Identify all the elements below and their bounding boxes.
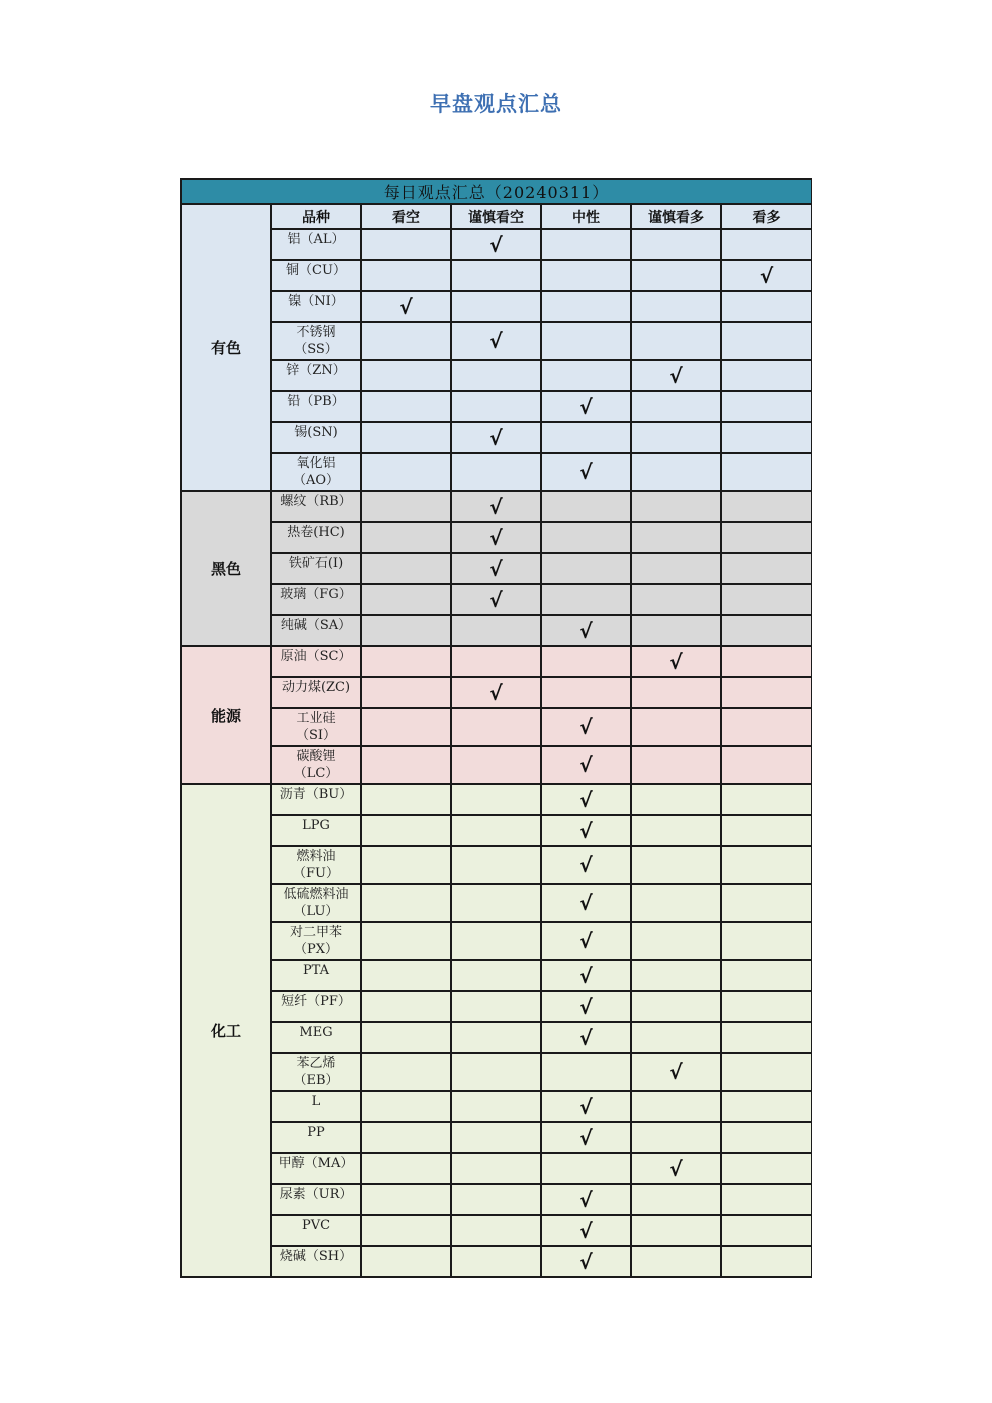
bullish-cell (721, 746, 812, 784)
category-cell: 能源 (181, 646, 271, 784)
table-row (181, 708, 812, 746)
bullish-cell (721, 646, 812, 677)
checkmark-icon: √ (579, 753, 593, 777)
bullish-cell (721, 1153, 812, 1184)
table-row (181, 491, 812, 522)
product-name-cell: 铝（AL） (271, 229, 361, 260)
cautious-bullish-cell (631, 746, 721, 784)
cautious-bullish-cell (631, 1022, 721, 1053)
neutral-cell (541, 584, 631, 615)
table-row (181, 584, 812, 615)
neutral-cell (541, 1022, 631, 1053)
cautious-bearish-cell (451, 291, 541, 322)
neutral-cell (541, 1215, 631, 1246)
bearish-cell (361, 615, 451, 646)
product-name-cell: 尿素（UR） (271, 1184, 361, 1215)
neutral-cell (541, 291, 631, 322)
neutral-cell (541, 1091, 631, 1122)
cautious-bullish-cell (631, 708, 721, 746)
bullish-cell (721, 291, 812, 322)
bullish-cell (721, 453, 812, 491)
cautious-bearish-cell (451, 422, 541, 453)
product-name-cell: 镍（NI） (271, 291, 361, 322)
bullish-cell (721, 1022, 812, 1053)
cautious-bearish-cell (451, 391, 541, 422)
bearish-cell (361, 1091, 451, 1122)
neutral-cell (541, 615, 631, 646)
column-header: 品种 (271, 204, 361, 229)
checkmark-icon: √ (759, 263, 774, 288)
cautious-bearish-cell (451, 677, 541, 708)
neutral-cell (541, 260, 631, 291)
cautious-bearish-cell (451, 229, 541, 260)
table-row (181, 815, 812, 846)
checkmark-icon: √ (579, 929, 593, 953)
table-row (181, 291, 812, 322)
cautious-bearish-cell (451, 1122, 541, 1153)
bearish-cell (361, 708, 451, 746)
bearish-cell (361, 922, 451, 960)
product-name-cell: 低硫燃料油 （LU） (271, 884, 361, 922)
table-row (181, 391, 812, 422)
product-name-cell: 氧化铝 （AO） (271, 453, 361, 491)
bearish-cell (361, 522, 451, 553)
bullish-cell (721, 422, 812, 453)
bullish-cell (721, 1246, 812, 1277)
product-name-cell: 铁矿石(I) (271, 553, 361, 584)
neutral-cell (541, 746, 631, 784)
neutral-cell (541, 991, 631, 1022)
cautious-bullish-cell (631, 1153, 721, 1184)
table-row (181, 229, 812, 260)
bearish-cell (361, 677, 451, 708)
bearish-cell (361, 1184, 451, 1215)
bullish-cell (721, 391, 812, 422)
table-row (181, 260, 812, 291)
bearish-cell (361, 960, 451, 991)
category-cell: 化工 (181, 784, 271, 1277)
checkmark-icon: √ (579, 994, 593, 1019)
cautious-bullish-cell (631, 360, 721, 391)
cautious-bearish-cell (451, 260, 541, 291)
cautious-bearish-cell (451, 960, 541, 991)
neutral-cell (541, 1184, 631, 1215)
table-row (181, 1184, 812, 1215)
bullish-cell (721, 846, 812, 884)
checkmark-icon: √ (579, 1025, 593, 1050)
table-row (181, 646, 812, 677)
neutral-cell (541, 391, 631, 422)
neutral-cell (541, 884, 631, 922)
product-name-cell: 苯乙烯 （EB） (271, 1053, 361, 1091)
category-cell: 黑色 (181, 491, 271, 646)
cautious-bearish-cell (451, 360, 541, 391)
product-name-cell: 烧碱（SH） (271, 1246, 361, 1277)
bearish-cell (361, 322, 451, 360)
table-row (181, 677, 812, 708)
checkmark-icon: √ (579, 787, 593, 812)
neutral-cell (541, 453, 631, 491)
cautious-bullish-cell (631, 229, 721, 260)
bullish-cell (721, 960, 812, 991)
bullish-cell (721, 922, 812, 960)
checkmark-icon: √ (579, 1125, 593, 1150)
checkmark-icon: √ (489, 494, 503, 519)
bearish-cell (361, 229, 451, 260)
product-name-cell: PVC (271, 1215, 361, 1246)
cautious-bullish-cell (631, 1215, 721, 1246)
neutral-cell (541, 815, 631, 846)
cautious-bullish-cell (631, 922, 721, 960)
bullish-cell (721, 1215, 812, 1246)
bullish-cell (721, 260, 812, 291)
column-header: 中性 (541, 204, 631, 229)
product-name-cell: 锌（ZN） (271, 360, 361, 391)
cautious-bullish-cell (631, 322, 721, 360)
product-name-cell: MEG (271, 1022, 361, 1053)
cautious-bearish-cell (451, 991, 541, 1022)
checkmark-icon: √ (579, 891, 593, 915)
checkmark-icon: √ (489, 232, 503, 257)
bullish-cell (721, 991, 812, 1022)
checkmark-icon: √ (489, 425, 503, 450)
product-name-cell: 纯碱（SA） (271, 615, 361, 646)
cautious-bullish-cell (631, 260, 721, 291)
bearish-cell (361, 846, 451, 884)
cautious-bearish-cell (451, 708, 541, 746)
product-name-cell: L (271, 1091, 361, 1122)
checkmark-icon: √ (669, 1156, 683, 1181)
cautious-bullish-cell (631, 584, 721, 615)
table-row (181, 1153, 812, 1184)
checkmark-icon: √ (489, 329, 503, 353)
bearish-cell (361, 360, 451, 391)
cautious-bearish-cell (451, 922, 541, 960)
cautious-bullish-cell (631, 1184, 721, 1215)
checkmark-icon: √ (579, 715, 593, 739)
bearish-cell (361, 884, 451, 922)
bullish-cell (721, 322, 812, 360)
cautious-bearish-cell (451, 646, 541, 677)
bearish-cell (361, 1153, 451, 1184)
table-row (181, 1246, 812, 1277)
table-row (181, 1215, 812, 1246)
bullish-cell (721, 360, 812, 391)
bullish-cell (721, 491, 812, 522)
table-row (181, 553, 812, 584)
bearish-cell (361, 815, 451, 846)
bullish-cell (721, 1053, 812, 1091)
cautious-bearish-cell (451, 491, 541, 522)
checkmark-icon: √ (579, 853, 593, 877)
bearish-cell (361, 1215, 451, 1246)
neutral-cell (541, 1122, 631, 1153)
checkmark-icon: √ (489, 680, 503, 705)
product-name-cell: 短纤（PF） (271, 991, 361, 1022)
table-row (181, 360, 812, 391)
product-name-cell: 燃料油 （FU） (271, 846, 361, 884)
bullish-cell (721, 784, 812, 815)
bearish-cell (361, 584, 451, 615)
table-row (181, 884, 812, 922)
bearish-cell (361, 1053, 451, 1091)
cautious-bullish-cell (631, 646, 721, 677)
bullish-cell (721, 815, 812, 846)
neutral-cell (541, 846, 631, 884)
checkmark-icon: √ (579, 1187, 593, 1212)
neutral-cell (541, 1153, 631, 1184)
table-row (181, 846, 812, 884)
bullish-cell (721, 553, 812, 584)
cautious-bullish-cell (631, 960, 721, 991)
bearish-cell (361, 491, 451, 522)
neutral-cell (541, 784, 631, 815)
cautious-bearish-cell (451, 1215, 541, 1246)
neutral-cell (541, 491, 631, 522)
table-row (181, 522, 812, 553)
bearish-cell (361, 746, 451, 784)
bearish-cell (361, 1122, 451, 1153)
page-title: 早盘观点汇总 (430, 92, 562, 116)
product-name-cell: 甲醇（MA） (271, 1153, 361, 1184)
table-row (181, 615, 812, 646)
checkmark-icon: √ (579, 818, 593, 843)
product-name-cell: LPG (271, 815, 361, 846)
cautious-bullish-cell (631, 1246, 721, 1277)
column-header: 看多 (721, 204, 812, 229)
cautious-bearish-cell (451, 1246, 541, 1277)
checkmark-icon: √ (579, 460, 593, 484)
product-name-cell: 碳酸锂 （LC） (271, 746, 361, 784)
checkmark-icon: √ (579, 963, 593, 988)
cautious-bearish-cell (451, 884, 541, 922)
cautious-bearish-cell (451, 746, 541, 784)
checkmark-icon: √ (489, 525, 503, 550)
cautious-bullish-cell (631, 522, 721, 553)
neutral-cell (541, 646, 631, 677)
cautious-bearish-cell (451, 846, 541, 884)
table-row (181, 1053, 812, 1091)
neutral-cell (541, 229, 631, 260)
bullish-cell (721, 584, 812, 615)
product-name-cell: 原油（SC） (271, 646, 361, 677)
bullish-cell (721, 1122, 812, 1153)
header-row (181, 204, 812, 229)
cautious-bullish-cell (631, 846, 721, 884)
bearish-cell (361, 260, 451, 291)
cautious-bearish-cell (451, 1184, 541, 1215)
neutral-cell (541, 677, 631, 708)
cautious-bullish-cell (631, 1053, 721, 1091)
product-name-cell: 动力煤(ZC) (271, 677, 361, 708)
cautious-bearish-cell (451, 322, 541, 360)
neutral-cell (541, 960, 631, 991)
table-row (181, 422, 812, 453)
checkmark-icon: √ (669, 363, 683, 388)
cautious-bullish-cell (631, 815, 721, 846)
neutral-cell (541, 522, 631, 553)
neutral-cell (541, 922, 631, 960)
table-title: 每日观点汇总（20240311） (181, 179, 812, 204)
bearish-cell (361, 291, 451, 322)
checkmark-icon: √ (489, 556, 503, 581)
product-name-cell: 对二甲苯 （PX） (271, 922, 361, 960)
table-row (181, 746, 812, 784)
checkmark-icon: √ (579, 1094, 593, 1119)
table-row (181, 1122, 812, 1153)
cautious-bullish-cell (631, 291, 721, 322)
cautious-bullish-cell (631, 453, 721, 491)
table-row (181, 991, 812, 1022)
table-row (181, 960, 812, 991)
table-row (181, 1022, 812, 1053)
column-header: 谨慎看空 (451, 204, 541, 229)
bearish-cell (361, 1246, 451, 1277)
cautious-bullish-cell (631, 884, 721, 922)
cautious-bullish-cell (631, 491, 721, 522)
neutral-cell (541, 1246, 631, 1277)
cautious-bearish-cell (451, 1153, 541, 1184)
neutral-cell (541, 322, 631, 360)
checkmark-icon: √ (579, 618, 593, 643)
cautious-bearish-cell (451, 615, 541, 646)
bullish-cell (721, 677, 812, 708)
checkmark-icon: √ (489, 587, 503, 612)
product-name-cell: 热卷(HC) (271, 522, 361, 553)
product-name-cell: 铅（PB） (271, 391, 361, 422)
product-name-cell: PTA (271, 960, 361, 991)
table-row (181, 784, 812, 815)
neutral-cell (541, 1053, 631, 1091)
cautious-bullish-cell (631, 1122, 721, 1153)
bullish-cell (721, 1184, 812, 1215)
cautious-bearish-cell (451, 553, 541, 584)
cautious-bullish-cell (631, 615, 721, 646)
product-name-cell: 不锈钢 （SS） (271, 322, 361, 360)
cautious-bearish-cell (451, 522, 541, 553)
neutral-cell (541, 360, 631, 391)
bearish-cell (361, 453, 451, 491)
column-header: 看空 (361, 204, 451, 229)
product-name-cell: 螺纹（RB） (271, 491, 361, 522)
column-header: 谨慎看多 (631, 204, 721, 229)
bearish-cell (361, 422, 451, 453)
bearish-cell (361, 1022, 451, 1053)
product-name-cell: 玻璃（FG） (271, 584, 361, 615)
bullish-cell (721, 615, 812, 646)
bearish-cell (361, 391, 451, 422)
checkmark-icon: √ (399, 294, 413, 319)
table-row (181, 922, 812, 960)
product-name-cell: PP (271, 1122, 361, 1153)
product-name-cell: 铜（CU） (271, 260, 361, 291)
neutral-cell (541, 422, 631, 453)
cautious-bearish-cell (451, 584, 541, 615)
cautious-bullish-cell (631, 677, 721, 708)
cautious-bearish-cell (451, 784, 541, 815)
bearish-cell (361, 553, 451, 584)
cautious-bullish-cell (631, 391, 721, 422)
category-cell: 有色 (181, 204, 271, 491)
cautious-bullish-cell (631, 784, 721, 815)
cautious-bullish-cell (631, 1091, 721, 1122)
bullish-cell (721, 884, 812, 922)
checkmark-icon: √ (579, 394, 593, 419)
checkmark-icon: √ (579, 1218, 593, 1243)
cautious-bearish-cell (451, 453, 541, 491)
cautious-bearish-cell (451, 815, 541, 846)
bearish-cell (361, 991, 451, 1022)
product-name-cell: 工业硅 （SI） (271, 708, 361, 746)
checkmark-icon: √ (669, 1060, 683, 1084)
checkmark-icon: √ (669, 649, 683, 674)
product-name-cell: 沥青（BU） (271, 784, 361, 815)
view-summary-table-container (180, 178, 812, 1363)
bullish-cell (721, 522, 812, 553)
table-row (181, 322, 812, 360)
cautious-bearish-cell (451, 1053, 541, 1091)
cautious-bullish-cell (631, 991, 721, 1022)
cautious-bearish-cell (451, 1091, 541, 1122)
table-row (181, 453, 812, 491)
bullish-cell (721, 229, 812, 260)
cautious-bullish-cell (631, 553, 721, 584)
cautious-bearish-cell (451, 1022, 541, 1053)
bullish-cell (721, 708, 812, 746)
bullish-cell (721, 1091, 812, 1122)
cautious-bullish-cell (631, 422, 721, 453)
neutral-cell (541, 708, 631, 746)
bearish-cell (361, 784, 451, 815)
view-summary-table (180, 178, 812, 1278)
neutral-cell (541, 553, 631, 584)
bearish-cell (361, 646, 451, 677)
checkmark-icon: √ (579, 1249, 593, 1274)
product-name-cell: 锡(SN) (271, 422, 361, 453)
table-row (181, 1091, 812, 1122)
